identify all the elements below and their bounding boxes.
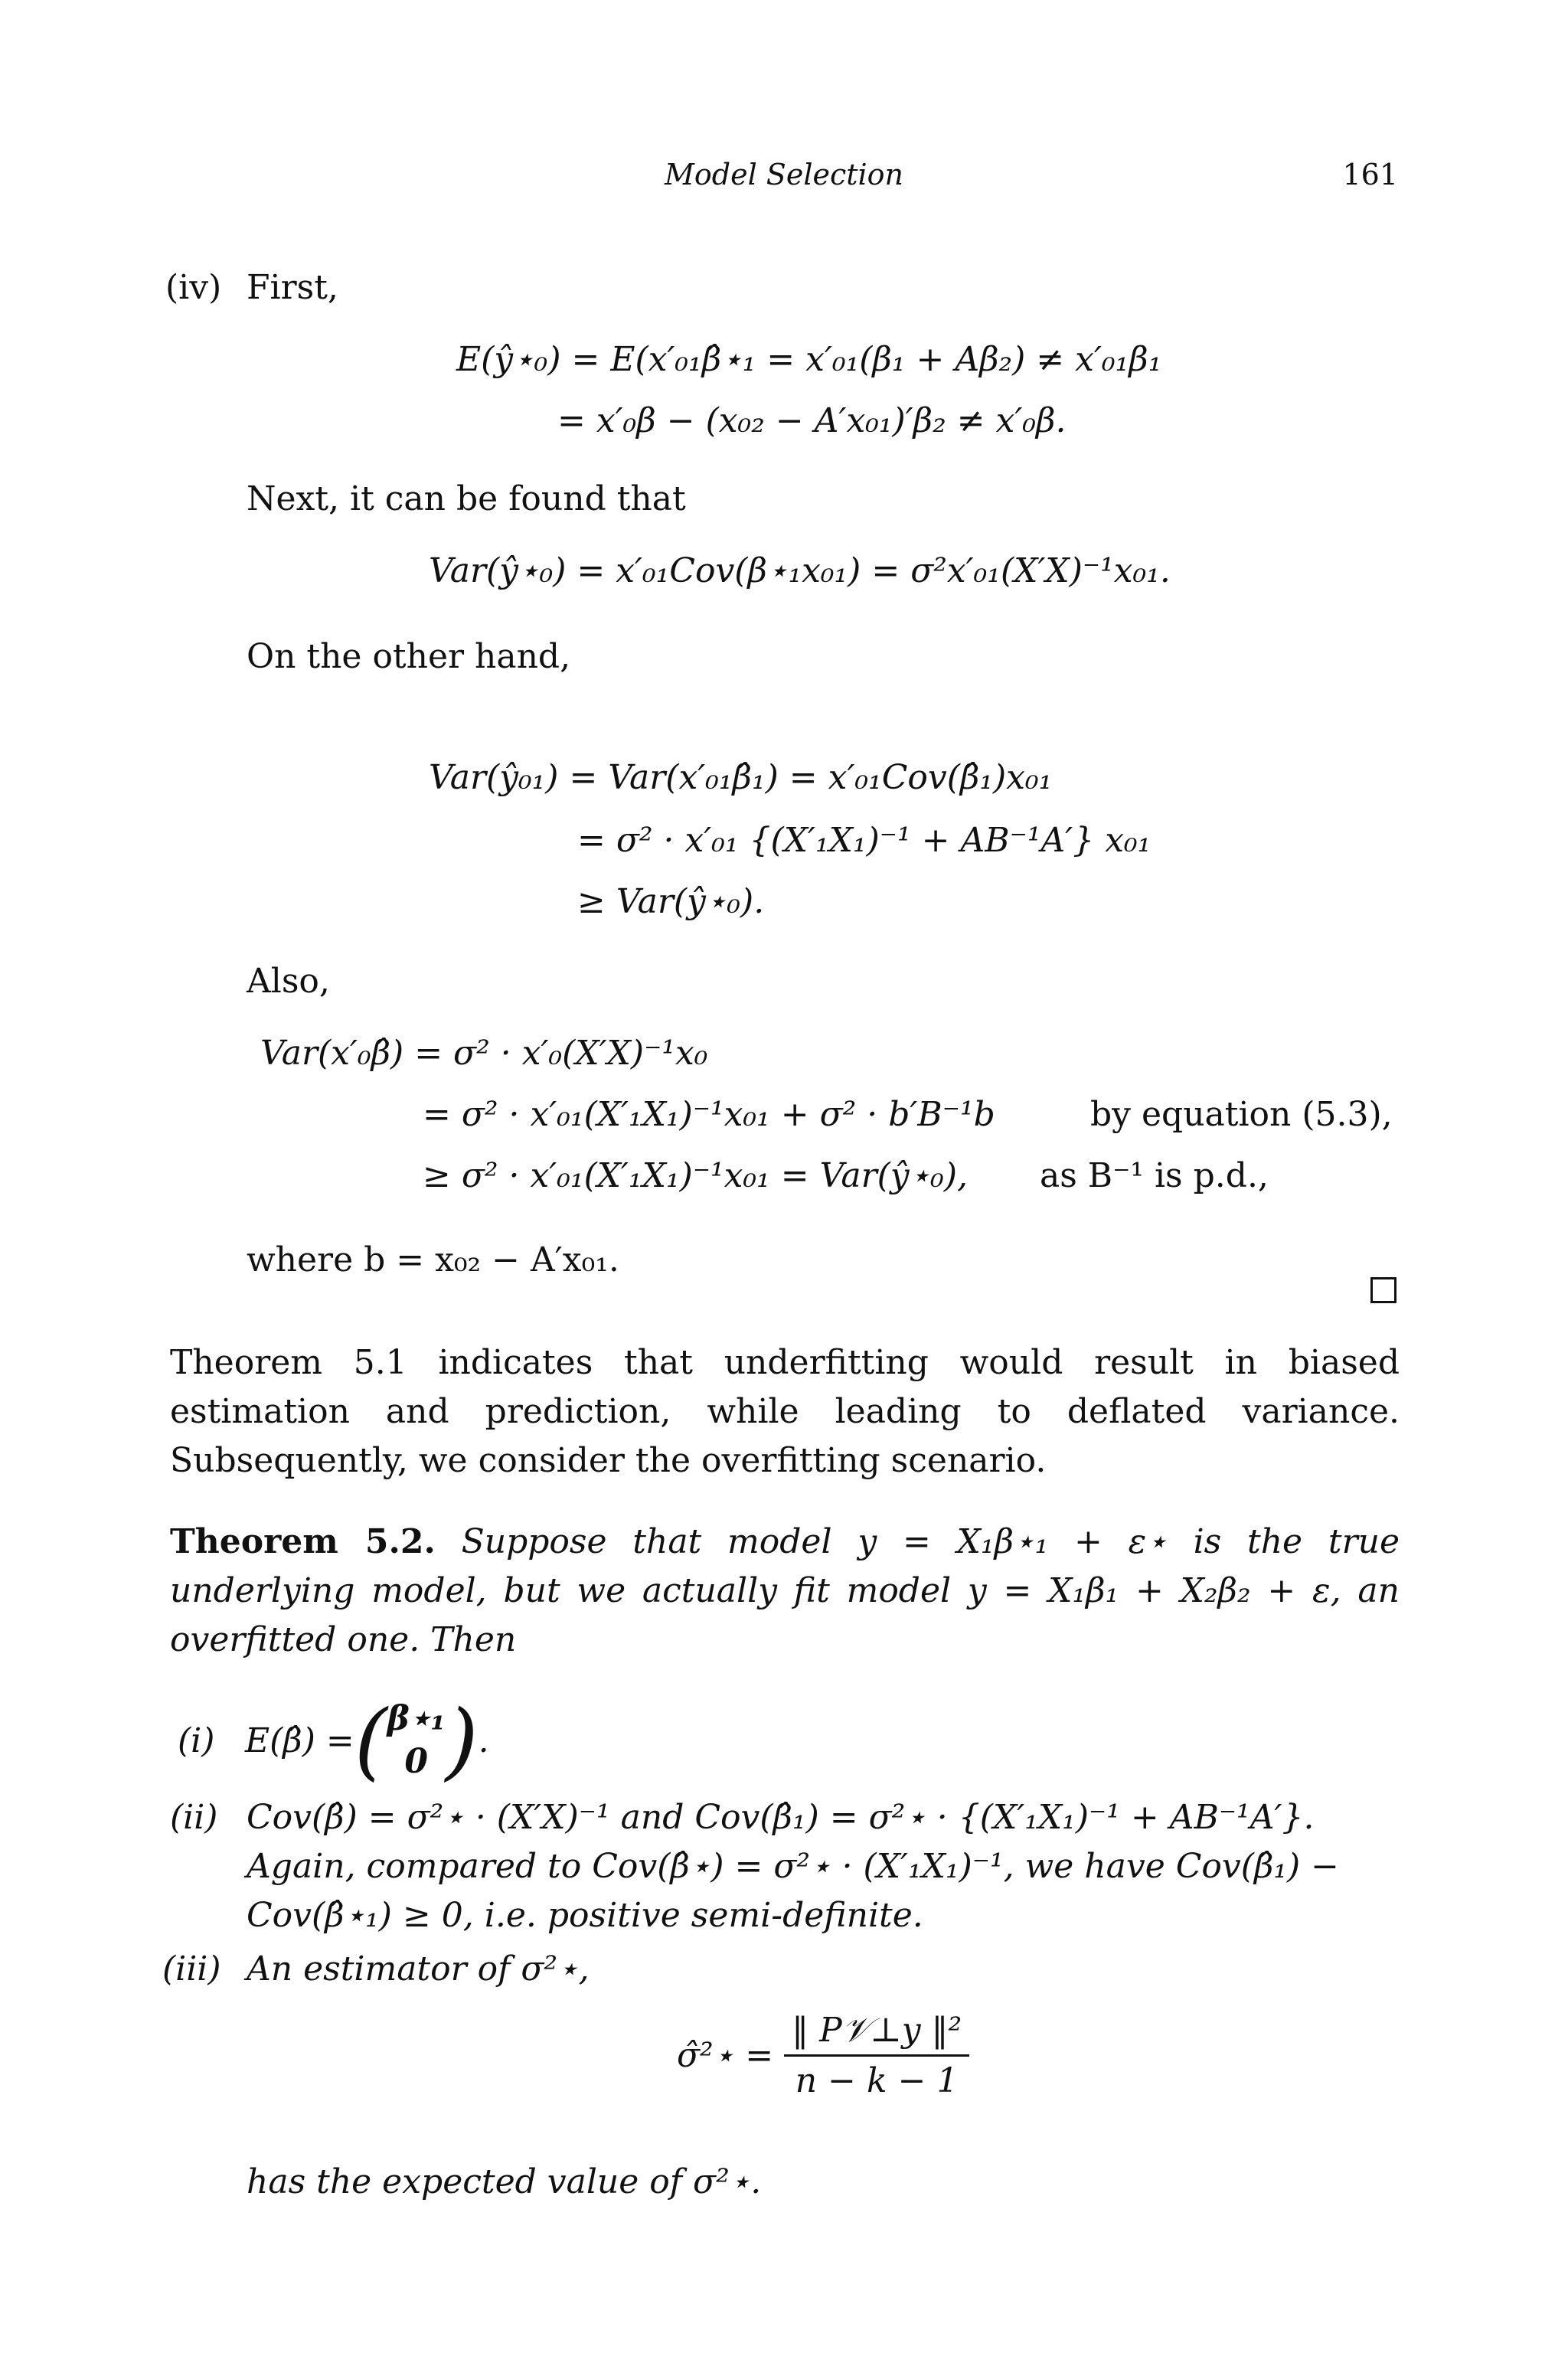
- theorem-item-iii-line-2: has the expected value of σ²⋆.: [247, 2162, 762, 2201]
- fraction-denominator: n − k − 1: [795, 2061, 959, 2100]
- equation-1-line-1: E(ŷ⋆₀) = E(x′₀₁β̂⋆₁ = x′₀₁(β₁ + Aβ₂) ≠ x′₀₁β₁: [456, 340, 1162, 379]
- item-iv-intro: First,: [247, 268, 338, 307]
- body-paragraph: Theorem 5.1 indicates that underfitting would result in biased estimation and prediction, while leading to deflated variance. Subsequently, we consider the overfitting scenario.: [170, 1343, 1400, 1480]
- theorem-item-i-label: (i): [178, 1721, 215, 1760]
- item-i-lhs: E(β̂) =: [245, 1721, 354, 1760]
- estimator-equation: [677, 2011, 969, 2100]
- left-paren: (: [354, 1691, 387, 1789]
- equation-3-line-3: ≥ Var(ŷ⋆₀).: [577, 882, 765, 921]
- theorem-item-iii-label: (iii): [162, 1949, 221, 1989]
- estimator-fraction: [784, 2011, 969, 2100]
- theorem-item-iii-line-1: An estimator of σ²⋆,: [247, 1949, 590, 1989]
- next-text: Next, it can be found that: [247, 479, 686, 518]
- equation-2: Var(ŷ⋆₀) = x′₀₁Cov(β⋆₁x₀₁) = σ²x′₀₁(X′X)⁻¹x₀₁.: [429, 551, 1171, 590]
- item-iv-label: (iv): [165, 268, 222, 307]
- theorem-item-i-equation: [245, 1685, 489, 1796]
- right-paren: ): [445, 1691, 479, 1789]
- equation-3-line-2: = σ² · x′₀₁ {(X′₁X₁)⁻¹ + AB⁻¹A′} x₀₁: [577, 821, 1152, 860]
- equation-4-line-3: ≥ σ² · x′₀₁(X′₁X₁)⁻¹x₀₁ = Var(ŷ⋆₀),: [423, 1156, 968, 1195]
- vector-bottom: 0: [404, 1742, 428, 1781]
- equation-1-line-2: = x′₀β − (x₀₂ − A′x₀₁)′β₂ ≠ x′₀β.: [557, 401, 1067, 440]
- theorem-statement: Suppose that model y = X₁β⋆₁ + ε⋆ is the true underlying model, but we actually fit model y = X₁β₁ + X₂β₂ + ε, an overfitted one. Then: [170, 1522, 1400, 1659]
- vector-top: β⋆₁: [387, 1699, 446, 1738]
- where-text: where b = x₀₂ − A′x₀₁.: [247, 1240, 619, 1279]
- theorem-5-2: [170, 1518, 1400, 1665]
- equation-3-line-1: Var(ŷ₀₁) = Var(x′₀₁β̂₁) = x′₀₁Cov(β̂₁)x₀₁: [429, 758, 1053, 797]
- also-text: Also,: [247, 962, 330, 1001]
- theorem-item-ii-line-3: Cov(β̂⋆₁) ≥ 0, i.e. positive semi-definite.: [247, 1896, 923, 1935]
- theorem-item-ii-line-1: Cov(β̂) = σ²⋆ · (X′X)⁻¹ and Cov(β̂₁) = σ²⋆ · {(X′₁X₁)⁻¹ + AB⁻¹A′}.: [247, 1798, 1315, 1837]
- theorem-label: Theorem 5.2.: [170, 1522, 436, 1561]
- theorem-item-ii-label: (ii): [170, 1798, 218, 1837]
- equation-4-line-1: Var(x′₀β̂) = σ² · x′₀(X′X)⁻¹x₀: [260, 1034, 708, 1073]
- running-title: Model Selection: [664, 158, 904, 191]
- page-number: 161: [1342, 158, 1398, 191]
- fraction-numerator: ‖ P𝒱⊥y ‖²: [784, 2011, 969, 2057]
- vector: [387, 1698, 446, 1783]
- equation-4-line-3-note: as B⁻¹ is p.d.,: [1040, 1156, 1269, 1195]
- other-hand-text: On the other hand,: [247, 637, 571, 676]
- theorem-item-ii-line-2: Again, compared to Cov(β̂⋆) = σ²⋆ · (X′₁X₁)⁻¹, we have Cov(β̂₁) −: [247, 1847, 1340, 1886]
- estimator-lhs: σ̂²⋆ =: [677, 2036, 774, 2075]
- equation-4-line-2: = σ² · x′₀₁(X′₁X₁)⁻¹x₀₁ + σ² · b′B⁻¹b: [423, 1095, 995, 1134]
- equation-4-line-2-note: by equation (5.3),: [1090, 1095, 1393, 1134]
- qed-box: [1370, 1277, 1396, 1303]
- item-i-tail: .: [478, 1721, 489, 1760]
